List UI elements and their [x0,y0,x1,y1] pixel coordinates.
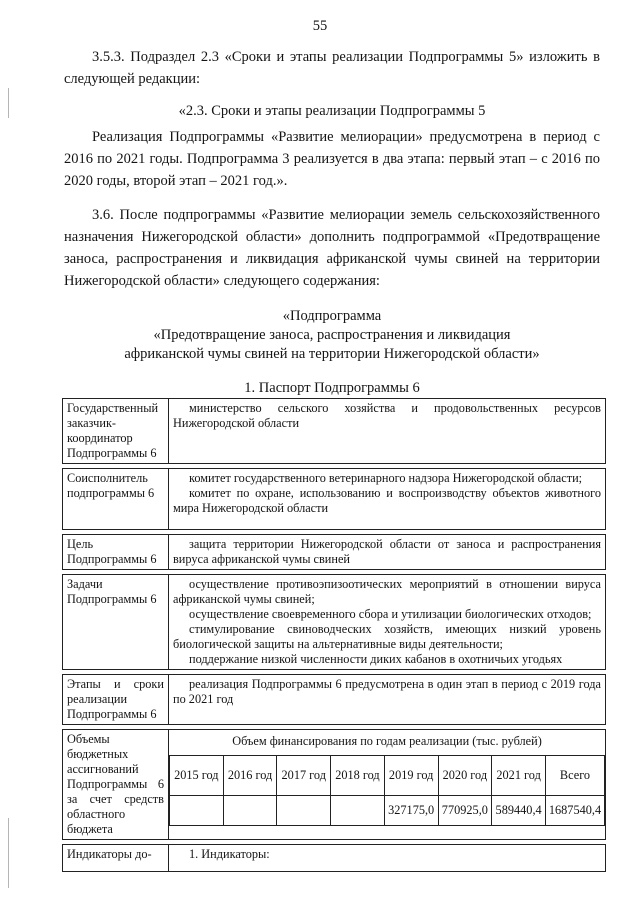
customer-value-text: министерство сельского хозяйства и продовольственных ресурсов Нижегородской области [173,401,601,430]
section-title: «2.3. Сроки и этапы реализации Подпрограммы 5 [178,103,486,119]
budget-label: Объемы бюджетных ассигнований Подпрограммы 6 за счет средств областного бюджета [63,730,169,840]
margin-mark [8,818,9,888]
customer-label: Государственный заказчик-координатор Подпрограммы 6 [63,399,169,464]
coexecutor-value [169,469,606,530]
finance-header: 2017 год [277,756,331,796]
finance-value: 1687540,4 [546,796,605,826]
finance-header: 2016 год [223,756,277,796]
indicators-label: Индикаторы до- [63,845,169,872]
task-item: стимулирование свиноводческих хозяйств, имеющих низкий уровень биологической защиты на альтернативные виды деятельности; [173,622,601,651]
finance-value: 770925,0 [438,796,492,826]
coexecutor-item: комитет по охране, использованию и воспроизводству объектов животного мира Нижегородской области [173,486,601,515]
finance-header: 2019 год [384,756,438,796]
margin-mark [8,88,9,118]
coexecutor-label: Соисполнитель подпрограммы 6 [63,469,169,530]
table-row [63,535,606,570]
stages-value [169,675,606,725]
finance-header: 2020 год [438,756,492,796]
table-row [63,845,606,872]
passport-title: 1. Паспорт Подпрограммы 6 [244,380,420,396]
finance-value: 589440,4 [492,796,546,826]
table-row [63,399,606,464]
finance-value [277,796,331,826]
subprogram-heading-line1: «Подпрограмма [282,308,382,324]
paragraph-3-6: 3.6. После подпрограммы «Развитие мелиорации земель сельскохозяйственного назначения Нижегородской области» дополнить подпрограммой «Предотвращение заноса, распространения и ликвидация африканской чумы свиней на территории Нижегородской области» следующего содержания: [64,207,600,289]
budget-value [169,730,606,840]
goal-value-text: защита территории Нижегородской области от заноса и распространения вируса африканской чумы свиней [173,537,601,566]
task-item: осуществление своевременного сбора и утилизации биологических отходов; [189,607,592,621]
stages-label: Этапы и сроки реализации Подпрограммы 6 [63,675,169,725]
stages-value-text: реализация Подпрограммы 6 предусмотрена в один этап в период с 2019 года по 2021 год [173,677,601,706]
finance-header: 2018 год [331,756,385,796]
finance-table [169,755,605,826]
finance-header-row [170,756,605,796]
task-item: поддержание низкой численности диких кабанов в охотничьих угодьях [189,652,563,666]
coexecutor-item: комитет государственного ветеринарного надзора Нижегородской области; [189,471,583,485]
paragraph-realization: Реализация Подпрограммы «Развитие мелиорации» предусмотрена в период с 2016 по 2021 годы. Подпрограмма 3 реализуется в два этапа: первый этап – с 2016 по 2020 годы, второй этап – 2021 год.». [64,129,600,189]
tasks-label: Задачи Подпрограммы 6 [63,575,169,670]
subprogram-heading [64,307,600,364]
table-row [63,675,606,725]
subprogram-heading-line3: африканской чумы свиней на территории Нижегородской области» [124,346,540,362]
finance-header: Всего [546,756,605,796]
table-row [63,469,606,530]
finance-value: 327175,0 [384,796,438,826]
indicators-value-text: 1. Индикаторы: [189,847,270,861]
passport-table [62,398,606,872]
task-item: осуществление противоэпизоотических мероприятий в отношении вируса африканской чумы свиней; [173,577,601,606]
goal-value [169,535,606,570]
finance-value-row [170,796,605,826]
page-number: 55 [312,18,328,34]
table-row [63,730,606,840]
finance-caption: Объем финансирования по годам реализации (тыс. рублей) [232,734,542,748]
indicators-value [169,845,606,872]
finance-header: 2015 год [170,756,224,796]
paragraph-3-5-3: 3.5.3. Подраздел 2.3 «Сроки и этапы реализации Подпрограммы 5» изложить в следующей редакции: [64,49,600,87]
finance-value [170,796,224,826]
goal-label: Цель Подпрограммы 6 [63,535,169,570]
subprogram-heading-line2: «Предотвращение заноса, распространения и ликвидация [153,327,511,343]
tasks-value [169,575,606,670]
finance-value [223,796,277,826]
finance-value [331,796,385,826]
table-row [63,575,606,670]
customer-value [169,399,606,464]
finance-header: 2021 год [492,756,546,796]
